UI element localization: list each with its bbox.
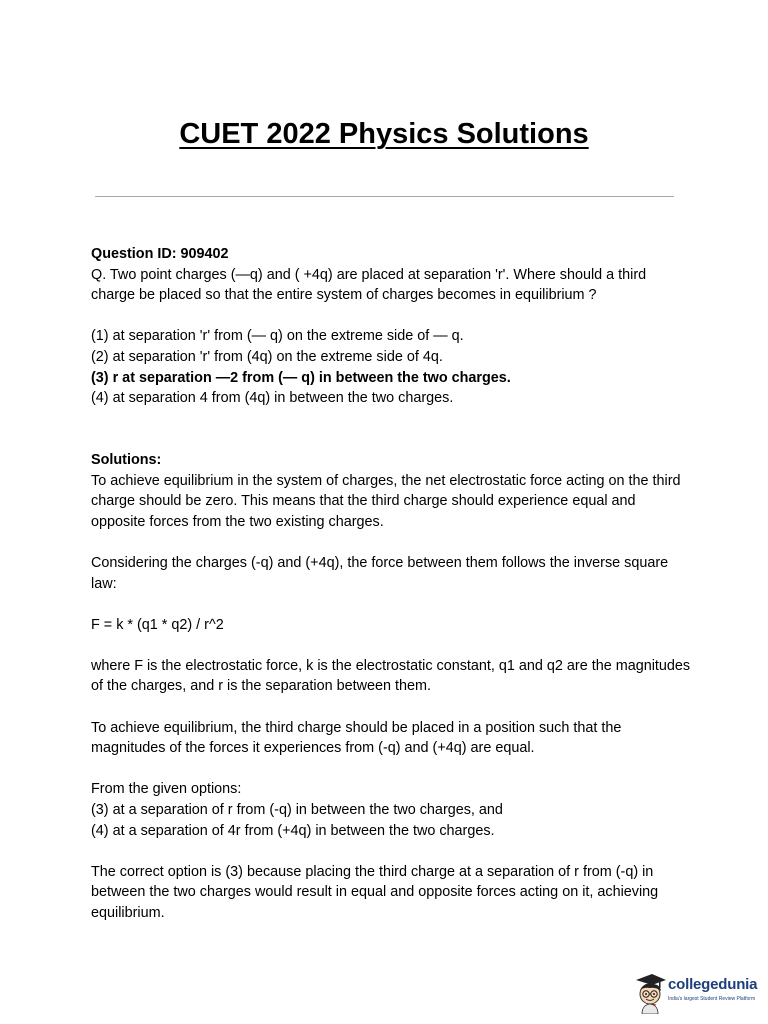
option-4: (4) at separation 4 from (4q) in between the two charges. [91, 390, 454, 407]
horizontal-divider [95, 196, 674, 197]
student-mascot-icon [632, 970, 668, 1014]
solution-paragraph-2: Considering the charges (-q) and (+4q), the force between them follows the inverse square law: [91, 554, 669, 592]
logo-tagline: India's largest Student Review Platform [668, 996, 756, 1002]
question-text: Q. Two point charges (—q) and ( +4q) are placed at separation 'r'. Where should a third charge be placed so that the entire system of charges becomes in equilibrium ? [91, 266, 647, 304]
conclusion: The correct option is (3) because placing the third charge at a separation of r from (-q) in between the two charges would result in equal and opposite forces acting on it, achieving equilibrium. [91, 863, 659, 921]
option-2: (2) at separation 'r' from (4q) on the extreme side of 4q. [91, 348, 443, 365]
solutions-heading: Solutions: [91, 451, 162, 468]
collegedunia-logo [632, 970, 762, 1014]
option-3-correct: (3) r at separation —2 from (— q) in between the two charges. [91, 369, 511, 386]
solution-paragraph-4: To achieve equilibrium, the third charge should be placed in a position such that the magnitudes of the forces it experiences from (-q) and (+4q) are equal. [91, 719, 622, 757]
solution-paragraph-1: To achieve equilibrium in the system of charges, the net electrostatic force acting on the third charge should be zero. This means that the third charge should experience equal and opposite forces from the two existing charges. [91, 472, 681, 530]
given-option-4: (4) at a separation of 4r from (+4q) in between the two charges. [91, 822, 495, 839]
page-title: CUET 2022 Physics Solutions [179, 118, 589, 150]
document-body [91, 244, 691, 924]
given-options-intro: From the given options: [91, 781, 242, 798]
formula: F = k * (q1 * q2) / r^2 [91, 616, 224, 633]
given-option-3: (3) at a separation of r from (-q) in between the two charges, and [91, 802, 503, 819]
option-1: (1) at separation 'r' from (— q) on the extreme side of — q. [91, 328, 464, 345]
logo-brand-text: collegedunia [668, 976, 758, 993]
question-id: Question ID: 909402 [91, 246, 229, 262]
solution-paragraph-3: where F is the electrostatic force, k is the electrostatic constant, q1 and q2 are the magnitudes of the charges, and r is the separation between them. [91, 657, 691, 695]
